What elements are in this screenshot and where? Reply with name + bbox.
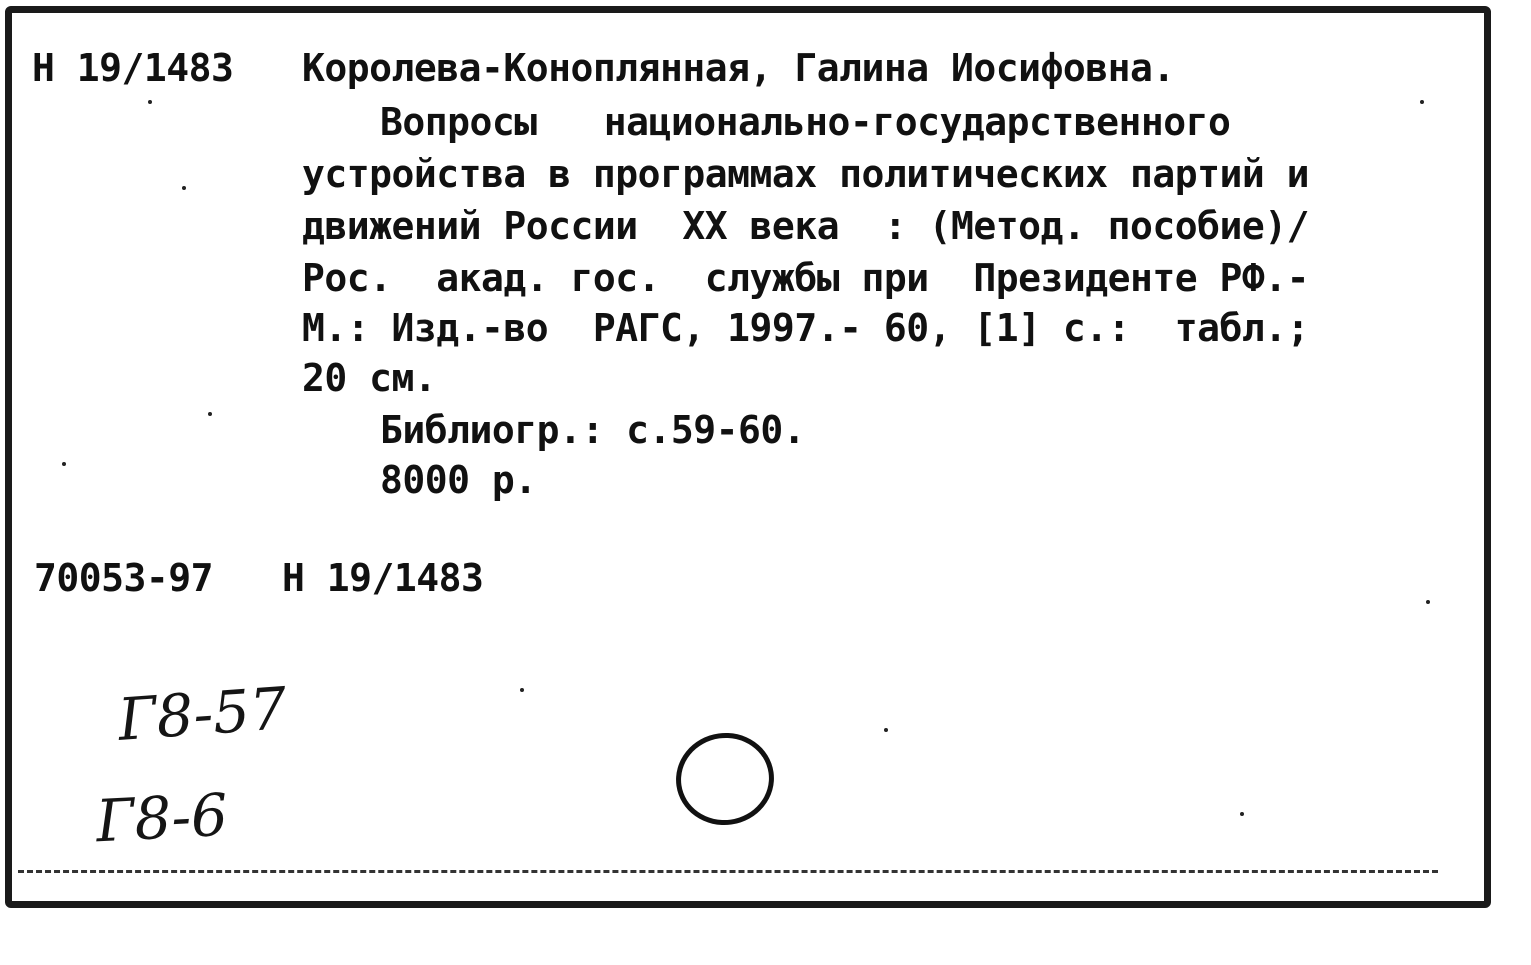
description-line-2: устройства в программах политических партий и [302, 152, 1310, 196]
scan-speck [1240, 812, 1244, 816]
record-call-number: Н 19/1483 [282, 556, 484, 600]
description-line-3: движений России XX века : (Метод. пособие)/ [302, 204, 1310, 248]
handwritten-note-1: Г8-57 [115, 674, 289, 754]
scan-speck [884, 728, 888, 732]
scan-speck [62, 462, 66, 466]
scan-speck [1426, 600, 1430, 604]
call-number: Н 19/1483 [32, 46, 234, 90]
bibliography-note: Библиогр.: с.59-60. [380, 408, 806, 452]
scan-speck [182, 186, 186, 190]
scan-speck [148, 100, 152, 104]
description-line-6: 20 см. [302, 356, 437, 400]
description-line-5: М.: Изд.-во РАГС, 1997.- 60, [1] с.: табл.; [302, 306, 1310, 350]
bottom-perforation-line [18, 870, 1438, 873]
scan-speck [208, 412, 212, 416]
author-heading: Королева-Коноплянная, Галина Иосифовна. [302, 46, 1175, 90]
record-number: 70053-97 [34, 556, 214, 600]
handwritten-note-2: Г8-6 [94, 780, 230, 856]
scan-speck [1420, 100, 1424, 104]
scan-speck [520, 688, 524, 692]
description-line-4: Рос. акад. гос. службы при Президенте РФ.- [302, 256, 1310, 300]
price: 8000 р. [380, 458, 537, 502]
description-line-1: Вопросы национально-государственного [380, 100, 1231, 144]
